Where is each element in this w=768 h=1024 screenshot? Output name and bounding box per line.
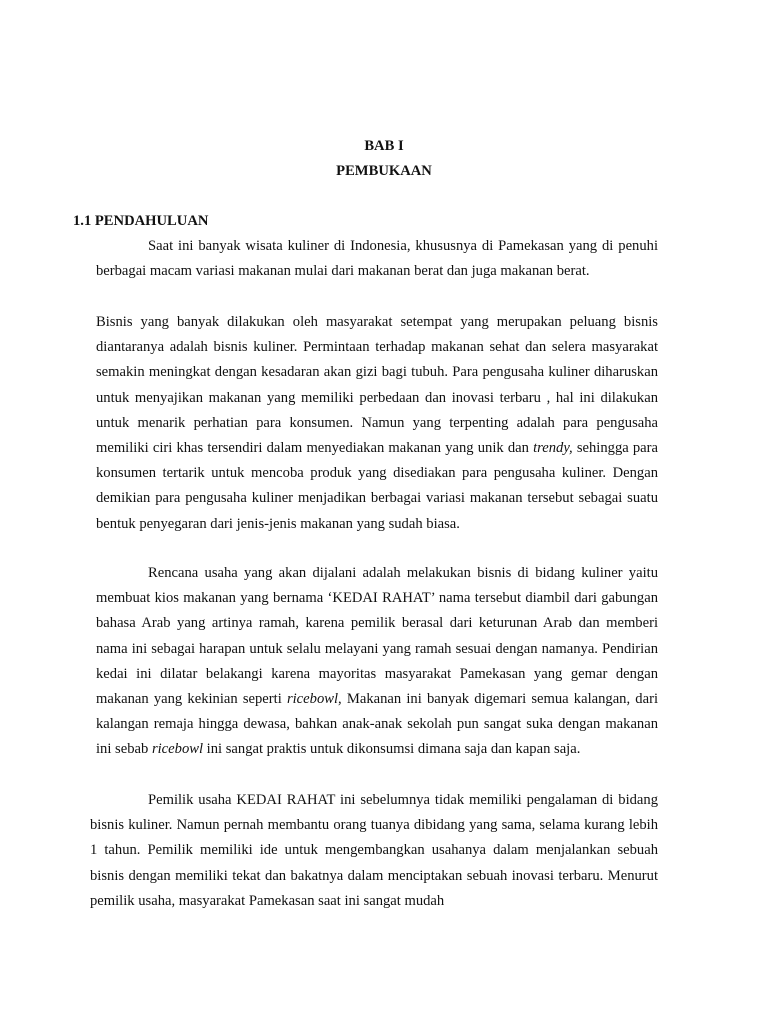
paragraph-3-text-b: , Makanan ini banyak digemari semua kalangan, dari kalangan remaja hingga dewasa, bahkan anak-anak sekolah pun sangat suka dengan makanan ini sebab	[96, 691, 658, 758]
paragraph-2	[96, 310, 658, 537]
paragraph-3-italic-1: ricebowl	[286, 691, 339, 708]
paragraph-3-text-a: Rencana usaha yang akan dijalani adalah melakukan bisnis di bidang kuliner yaitu membuat kios makanan yang bernama ‘KEDAI RAHAT’ nama tersebut diambil dari gabungan bahasa Arab yang artinya ramah, karena pemilik berasal dari keturunan Arab dan memberi nama ini sebagai harapan untuk selalu melayani yang ramah sesuai dengan namanya. Pendirian kedai ini dilatar belakangi karena mayoritas masyarakat Pamekasan yang gemar dengan makanan yang kekinian seperti	[96, 565, 658, 708]
chapter-title: PEMBUKAAN	[336, 163, 432, 179]
chapter-number: BAB I	[364, 138, 404, 154]
paragraph-2-text-a: Bisnis yang banyak dilakukan oleh masyarakat setempat yang merupakan peluang bisnis diantaranya adalah bisnis kuliner. Permintaan terhadap makanan sehat dan selera masyarakat semakin meningkat dengan kesadaran akan gizi bagi tubuh. Para pengusaha kuliner diharuskan untuk menyajikan makanan yang memiliki perbedaan dan inovasi terbaru , hal ini dilakukan untuk menarik perhatian para konsumen. Namun yang terpenting adalah para pengusaha memiliki ciri khas tersendiri dalam menyediakan makanan yang unik dan	[96, 314, 658, 457]
paragraph-3-text-c: ini sangat praktis untuk dikonsumsi dimana saja dan kapan saja.	[203, 741, 581, 758]
paragraph-3-italic-2: ricebowl	[151, 741, 204, 758]
paragraph-2-italic: trendy,	[533, 440, 573, 457]
paragraph-1: Saat ini banyak wisata kuliner di Indonesia, khususnya di Pamekasan yang di penuhi berbagai macam variasi makanan mulai dari makanan berat dan juga makanan berat.	[96, 238, 658, 280]
paragraph-3	[96, 561, 658, 763]
paragraph-4: Pemilik usaha KEDAI RAHAT ini sebelumnya tidak memiliki pengalaman di bidang bisnis kuliner. Namun pernah membantu orang tuanya dibidang yang sama, selama kurang lebih 1 tahun. Pemilik memiliki ide untuk mengembangkan usahanya dalam menjalankan sebuah bisnis dengan memiliki tekat dan bakatnya dalam menciptakan sebuah inovasi terbaru. Menurut pemilik usaha, masyarakat Pamekasan saat ini sangat mudah	[90, 792, 658, 909]
paragraph-2-text-b: sehingga para konsumen tertarik untuk mencoba produk yang disediakan para pengusaha kuliner. Dengan demikian para pengusaha kuliner menjadikan berbagai variasi makanan tersebut sebagai suatu bentuk penyegaran dari jenis-jenis makanan yang sudah biasa.	[96, 440, 658, 532]
section-heading: 1.1 PENDAHULUAN	[73, 213, 209, 229]
